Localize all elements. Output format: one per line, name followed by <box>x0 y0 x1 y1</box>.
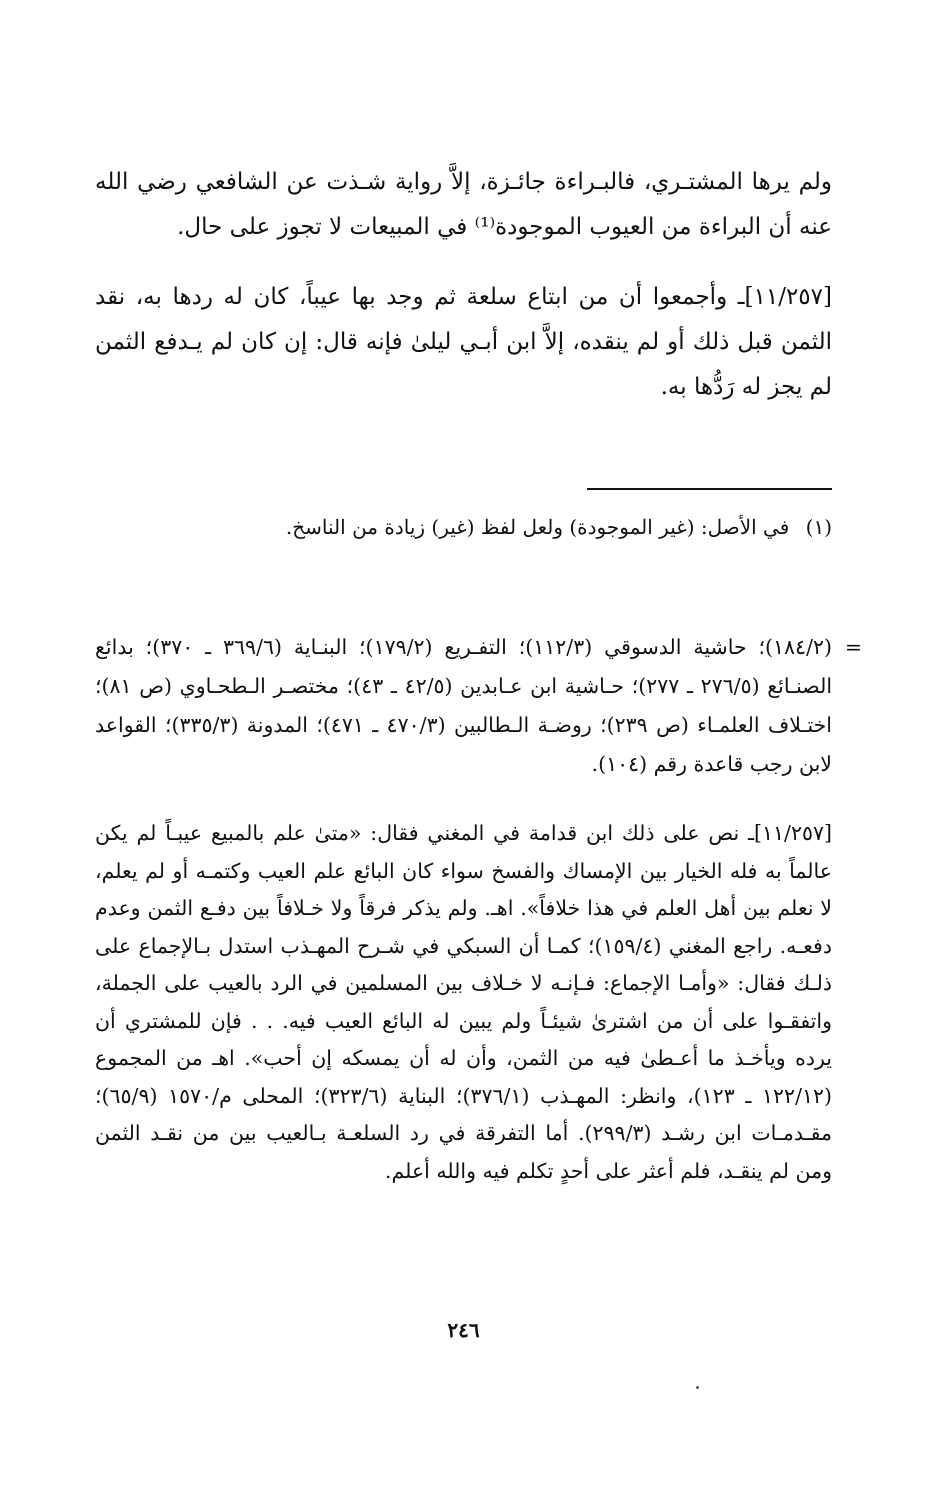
footnote <box>95 510 832 544</box>
main-paragraph-2: [١١/٢٥٧]ـ وأجمعوا أن من ابتاع سلعة ثم وجد بها عيباً، كان له ردها به، نقد الثمن قبل ذلك أو لم ينقده، إلاَّ ابن أبـي ليلىٰ فإنه قال: إن كان لم يـدفع الثمن لم يجز له رَدُّها به. <box>95 284 832 400</box>
footnote-number: (١) <box>805 515 832 539</box>
book-page <box>95 0 862 1490</box>
continued-references-note <box>95 628 862 784</box>
continuation-marker: = <box>844 635 862 659</box>
page-number: ٢٤٦ <box>447 1318 480 1342</box>
main-paragraph-1: ولم يرها المشتـري، فالبـراءة جائـزة، إلاَّ رواية شـذت عن الشافعي رضي الله عنه أن البراءة من العيوب الموجودة⁽¹⁾ في المبيعات لا تجوز على حال. <box>95 169 832 240</box>
scan-speck <box>696 1386 699 1389</box>
continued-references-text: (١٨٤/٢)؛ حاشية الدسوقي (١١٢/٣)؛ التفـريع (١٧٩/٢)؛ البنـاية (٣٦٩/٦ ـ ٣٧٠)؛ بدائع الصنـائع (٢٧٦/٥ ـ ٢٧٧)؛ حـاشية ابن عـابدين (٤٢/٥ ـ ٤٣)؛ مختصـر الـطحـاوي (ص ٨١)؛ اختـلاف العلمـاء (ص ٢٣٩)؛ روضـة الـطالبين (٤٧٠/٣ ـ ٤٧١)؛ المدونة (٣٣٥/٣)؛ القواعد لابن رجب قاعدة رقم (١٠٤). <box>95 635 833 776</box>
footnote-text: في الأصل: (غير الموجودة) ولعل لفظ (غير) زيادة من الناسخ. <box>285 515 790 539</box>
commentary-note: [١١/٢٥٧]ـ نص على ذلك ابن قدامة في المغني فقال: «متىٰ علم بالمبيع عيبـاً لم يكن عالماً به فله الخيار بين الإمساك والفسخ سواء كان البائع علم العيب وكتمـه أو لم يعلم، لا نعلم بين أهل العلم في هذا خلافاً». اهـ. ولم يذكر فرقاً ولا خـلافاً بين دفـع الثمن وعدم دفعـه. راجع المغني (١٥٩/٤)؛ كمـا أن السبكي في شـرح المهـذب استدل بـالإجماع على ذلـك فقال: «وأمـا الإجماع: فـإنـه لا خـلاف بين المسلمين في الرد بالعيب على الجملة، واتفقـوا على أن من اشترىٰ شيئـاً ولم يبين له البائع العيب فيه. . . فإن للمشتري أن يرده ويأخـذ ما أعـطىٰ فيه من الثمن، وأن له أن يمسكه إن أحب». اهـ من المجموع (١٢٢/١٢ ـ ١٢٣)، وانظر: المهـذب (٣٧٦/١)؛ البناية (٣٢٣/٦)؛ المحلى م/١٥٧٠ (٦٥/٩)؛ مقـدمـات ابن رشـد (٢٩٩/٣). أما التفرقة في رد السلعـة بـالعيب بين من نقـد الثمن ومن لم ينقـد، فلم أعثر على أحدٍ تكلم فيه والله أعلم. <box>95 821 833 1183</box>
footnote-separator <box>587 488 832 490</box>
